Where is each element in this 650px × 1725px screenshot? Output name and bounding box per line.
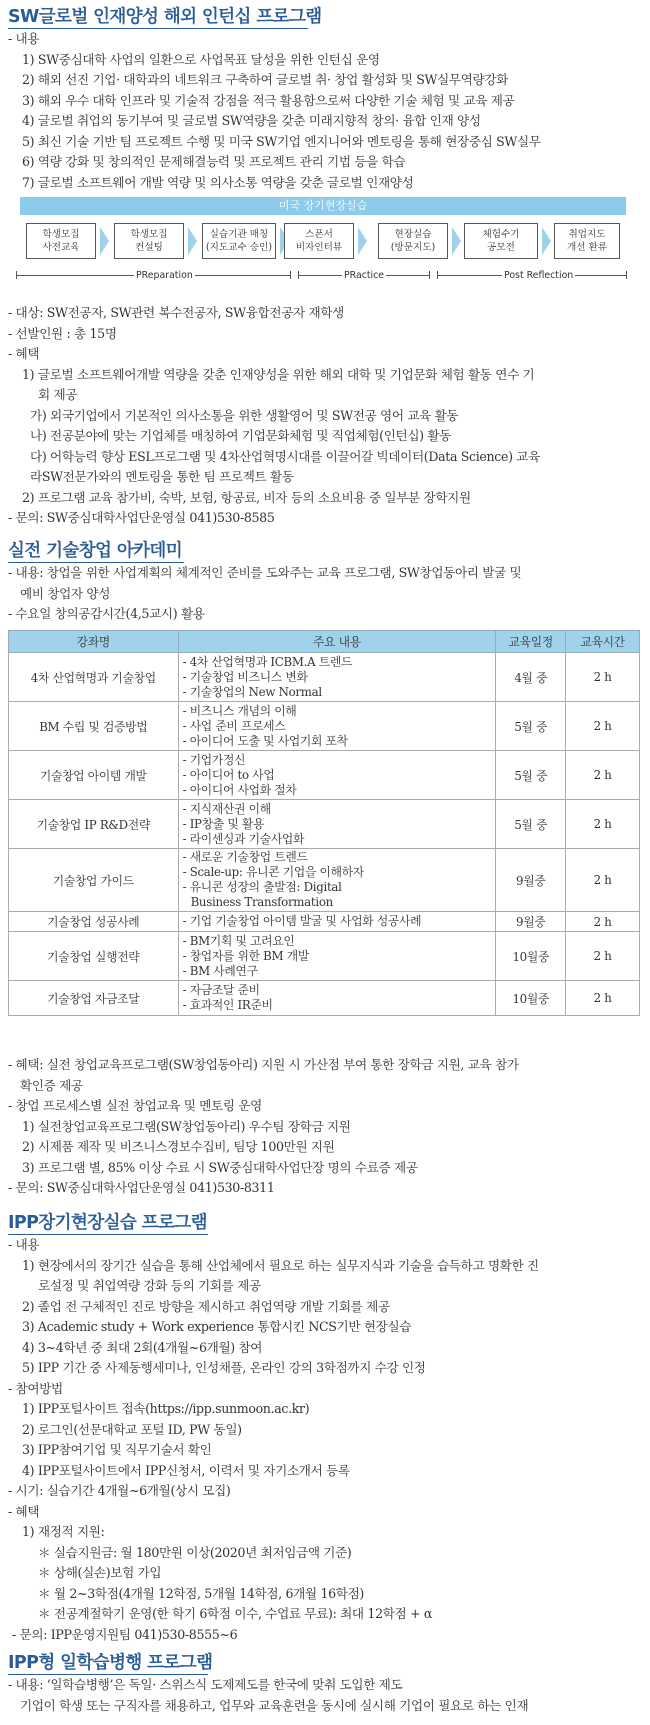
flow-step-text: 비자인터뷰: [295, 242, 343, 253]
course-contents-cell: [178, 849, 496, 912]
content-item: 1) 현장에서의 장기간 실습을 통해 산업체에서 필요로 하는 실무지식과 기술을 습득하고 명확한 진: [22, 1257, 539, 1273]
course-name-cell: 기술창업 실행전략: [9, 932, 179, 981]
info-line: - 선발인원 : 총 15명: [8, 325, 117, 341]
hours-cell: 2 h: [566, 751, 640, 800]
course-content-line: - 라이센싱과 기술사업화: [182, 831, 305, 846]
hours-cell: 2 h: [566, 702, 640, 751]
course-content-line: - 아이디어 도출 및 사업기회 포착: [182, 733, 348, 748]
hours-cell: 2 h: [566, 800, 640, 849]
course-content-line: Business Transformation: [190, 895, 333, 909]
flow-step-label: [296, 228, 342, 254]
benefit-item-continued: 회 제공: [38, 387, 78, 402]
content-item: 1) SW중심대학 사업의 일환으로 사업목표 달성을 위한 인턴십 운영: [22, 51, 380, 67]
course-content-line: - 비즈니스 개념의 이해: [182, 703, 297, 718]
course-content-line: - 아이디어 to 사업: [182, 767, 275, 782]
course-content-line: - BM 사례연구: [182, 963, 258, 978]
course-contents-cell: [178, 702, 496, 751]
flow-arrow-icon: [358, 227, 367, 255]
flow-step-text: 취업지도: [568, 229, 606, 240]
benefit-heading: - 혜택: [8, 1503, 40, 1519]
content-item: 3) 해외 우수 대학 인프라 및 기술적 강점을 적극 활용함으로써 다양한 기술 체험 및 교육 제공: [22, 92, 515, 108]
course-content-line: - 기술창업 비즈니스 변화: [182, 669, 308, 684]
course-name-cell: 기술창업 가이드: [9, 849, 179, 912]
content-item: 5) IPP 기간 중 사제동행세미나, 인성채플, 온라인 강의 3학점까지 수강 인정: [22, 1360, 426, 1375]
column-header: 교육일정: [496, 631, 566, 653]
phase-label-post-reflection: Post Reflection: [504, 270, 574, 281]
section-global-internship: [8, 6, 644, 293]
hours-cell: 2 h: [566, 932, 640, 981]
benefit-subitem: 라SW전문가와의 멘토링을 통한 팀 프로젝트 활동: [30, 469, 294, 484]
content-item: 7) 글로벌 소프트웨어 개발 역량 및 의사소통 역량을 갖춘 글로벌 인재양성: [22, 174, 414, 190]
course-content-line: - 새로운 기술창업 트렌드: [182, 850, 308, 864]
content-item: 5) 최신 기술 기반 팀 프로젝트 수행 및 미국 SW기업 엔지니어와 멘토링을 통해 현장중심 SW실무: [22, 133, 541, 149]
content-item: 4) 글로벌 취업의 동기부여 및 글로벌 SW역량을 갖춘 미래지향적 창의· 융합 인재 양성: [22, 113, 481, 128]
process-line: 3) 프로그램 별, 85% 이상 수료 시 SW중심대학사업단장 명의 수료증 제공: [22, 1159, 418, 1175]
content-item: 3) Academic study + Work experience 통합시킨 NCS기반 현장실습: [22, 1319, 412, 1334]
curriculum-table-wrap: [0, 630, 640, 1016]
content-item-continued: 로설정 및 취업역량 강화 등의 기회를 제공: [38, 1278, 261, 1293]
method-item: 2) 로그인(선문대학교 포털 ID, PW 동일): [22, 1421, 242, 1437]
course-content-line: - 사업 준비 프로세스: [182, 718, 286, 733]
flow-step-box: [464, 223, 538, 259]
content-heading: - 내용: [8, 31, 40, 46]
method-item: 3) IPP참여기업 및 직무기술서 확인: [22, 1442, 212, 1457]
column-header: 주요 내용: [178, 631, 496, 653]
table-row: [9, 653, 640, 702]
course-contents-cell: [178, 800, 496, 849]
flow-step-box: [26, 223, 96, 259]
flow-step-text: 개선 환류: [566, 242, 608, 253]
flow-step-box: [202, 223, 276, 259]
table-row: [9, 912, 640, 932]
table-row: [9, 751, 640, 800]
content-item: 2) 졸업 전 구체적인 진로 방향을 제시하고 취업역량 개발 기회를 제공: [22, 1298, 390, 1314]
course-contents-cell: [178, 653, 496, 702]
schedule-cell: 4월 중: [496, 653, 566, 702]
course-name-cell: 기술창업 IP R&D전략: [9, 800, 179, 849]
content-line: 기업이 학생 또는 구직자를 채용하고, 업무와 교육훈련을 동시에 실시해 기업이 필요로 하는 인재: [20, 1697, 529, 1713]
table-header-row: [9, 631, 640, 653]
flow-step-text: 학생모집: [42, 229, 80, 240]
benefit-subitem: 가) 외국기업에서 기본적인 의사소통을 위한 생활영어 및 SW전공 영어 교육 활동: [30, 407, 459, 423]
phase-label-practice: PRactice: [344, 270, 385, 281]
flow-step-label: [206, 228, 272, 254]
course-name-cell: 4차 산업혁명과 기술창업: [9, 653, 179, 702]
hours-cell: 2 h: [566, 653, 640, 702]
intro-line: - 수요일 창의공감시간(4,5교시) 활용: [8, 606, 205, 621]
schedule-cell: 5월 중: [496, 751, 566, 800]
benefit-subitem: 다) 어학능력 향상 ESL프로그램 및 4차산업혁명시대를 이끌어갈 빅데이터(Data Science) 교육: [30, 448, 540, 464]
program-flow-diagram: [16, 197, 634, 293]
flow-step-text: 학생모집: [130, 229, 168, 240]
flow-step-text: 사전교육: [42, 242, 80, 253]
course-content-line: - 창업자를 위한 BM 개발: [182, 948, 309, 963]
table-row: [9, 800, 640, 849]
flow-step-label: [42, 228, 79, 254]
flow-step-box: [284, 223, 354, 259]
flow-arrow-icon: [100, 227, 109, 255]
intro-line: - 내용: 창업을 위한 사업계획의 체계적인 준비를 도와주는 교육 프로그램, SW창업동아리 발굴 및: [8, 565, 522, 580]
flow-step-text: 체험수기: [482, 229, 520, 240]
process-line: 1) 실전창업교육프로그램(SW창업동아리) 우수팀 장학금 지원: [22, 1118, 351, 1134]
table-row: [9, 702, 640, 751]
method-item: 4) IPP포털사이트에서 IPP신청서, 이력서 및 자기소개서 등록: [22, 1462, 350, 1478]
schedule-cell: 5월 중: [496, 702, 566, 751]
hours-cell: 2 h: [566, 912, 640, 932]
table-row: [9, 849, 640, 912]
schedule-cell: 10월중: [496, 981, 566, 1016]
course-name-cell: 기술창업 성공사례: [9, 912, 179, 932]
course-content-line: - Scale-up: 유니콘 기업을 이해하자: [182, 865, 364, 879]
course-contents-cell: [178, 932, 496, 981]
flow-header: 미국 장기현장실습: [20, 197, 626, 215]
course-content-line: - 기술창업의 New Normal: [182, 684, 322, 699]
course-name-cell: BM 수립 및 검증방법: [9, 702, 179, 751]
flow-step-box: [554, 223, 620, 259]
content-item: 4) 3~4학년 중 최대 2회(4개월~6개월) 참여: [22, 1339, 263, 1355]
content-item: 2) 해외 선진 기업· 대학과의 네트워크 구축하여 글로벌 취· 창업 활성화 및 SW실무역량강화: [22, 72, 508, 87]
flow-step-text: 공모전: [487, 242, 515, 253]
flow-step-text: 현장실습: [394, 229, 432, 240]
content-item: 6) 역량 강화 및 창의적인 문제해결능력 및 프로젝트 관리 기법 등을 학습: [22, 154, 406, 169]
benefit-subitem: 나) 전공분야에 맞는 기업체를 매칭하여 기업문화체험 및 직업체험(인턴십) 활동: [30, 428, 452, 443]
flow-step-text: 컨설팅: [135, 242, 163, 253]
course-name-cell: 기술창업 아이템 개발: [9, 751, 179, 800]
phase-label-preparation: PReparation: [136, 270, 193, 281]
flow-step-label: [130, 228, 167, 254]
intro-line-continued: 예비 창업자 양성: [20, 585, 111, 601]
inquiry-line: - 문의: IPP운영지원팀 041)530-8555~6: [12, 1626, 238, 1642]
flow-arrow-icon: [188, 227, 197, 255]
hours-cell: 2 h: [566, 849, 640, 912]
flow-step-box: [114, 223, 184, 259]
schedule-cell: 10월중: [496, 932, 566, 981]
section-startup-details: [8, 1055, 644, 1199]
schedule-cell: 5월 중: [496, 800, 566, 849]
method-heading: - 참여방법: [8, 1380, 63, 1396]
process-line: 2) 시제품 제작 및 비즈니스경보수집비, 팀당 100만원 지원: [22, 1139, 335, 1154]
curriculum-table: [8, 630, 640, 1016]
section-ipp-work-study: [8, 1652, 644, 1716]
course-content-line: - 지식재산권 이해: [182, 801, 271, 816]
course-content-line: - BM기획 및 고려요인: [182, 933, 295, 948]
flow-step-text: 실습기관 매칭: [209, 229, 269, 240]
benefit-subitem: ＊ 월 2~3학점(4개월 12학점, 5개월 14학점, 6개월 16학점): [38, 1585, 364, 1601]
course-content-line: - 기업가정신: [182, 752, 246, 767]
benefit-subitem: ＊ 전공계절학기 운영(한 학기 6학점 이수, 수업료 무료): 최대 12학점 + α: [38, 1606, 433, 1621]
inquiry-line: - 문의: SW중심대학사업단운영실 041)530-8311: [8, 1180, 275, 1195]
course-content-line: - 유니콘 성장의 출발점: Digital: [182, 880, 342, 894]
benefit-line-continued: 확인증 제공: [20, 1077, 83, 1093]
section-title: SW글로벌 인재양성 해외 인턴십 프로그램: [8, 7, 322, 27]
benefit-subitem: ＊ 상해(실손)보험 가입: [38, 1565, 162, 1580]
course-contents-cell: [178, 981, 496, 1016]
content-list: [8, 50, 644, 194]
section-title: 실전 기술창업 아카데미: [8, 541, 183, 561]
info-line: - 혜택: [8, 346, 40, 361]
section-title: IPP형 일학습병행 프로그램: [8, 1653, 213, 1673]
section-ipp-field-training: [8, 1212, 644, 1645]
process-line: - 창업 프로세스별 실전 창업교육 및 멘토링 운영: [8, 1098, 262, 1113]
flow-step-text: (지도교수 승인): [205, 242, 273, 253]
section-title: IPP장기현장실습 프로그램: [8, 1213, 207, 1233]
flow-step-label: [391, 228, 436, 254]
benefit-item: 1) 글로벌 소프트웨어개발 역량을 갖춘 인재양성을 위한 해외 대학 및 기업문화 체험 활동 연수 기: [22, 366, 535, 382]
method-item: 1) IPP포털사이트 접속(https://ipp.sunmoon.ac.kr): [22, 1401, 310, 1416]
flow-step-label: [567, 228, 607, 254]
column-header: 교육시간: [566, 631, 640, 653]
flow-step-label: [482, 228, 519, 254]
flow-arrow-icon: [452, 227, 461, 255]
table-row: [9, 932, 640, 981]
benefit-subitem: ＊ 실습지원금: 월 180만원 이상(2020년 최저임금액 기준): [38, 1544, 352, 1560]
column-header: 강좌명: [9, 631, 179, 653]
benefit-item: 2) 프로그램 교육 참가비, 숙박, 보험, 항공료, 비자 등의 소요비용 중 일부분 장학지원: [22, 489, 471, 505]
course-content-line: - 4차 산업혁명과 ICBM.A 트렌드: [182, 654, 353, 669]
hours-cell: 2 h: [566, 981, 640, 1016]
section-startup-academy: [8, 540, 644, 625]
course-name-cell: 기술창업 자금조달: [9, 981, 179, 1016]
schedule-cell: 9월중: [496, 912, 566, 932]
benefit-item: 1) 재정적 지원:: [22, 1524, 105, 1539]
section-global-details: [8, 303, 644, 529]
inquiry-line: - 문의: SW중심대학사업단운영실 041)530-8585: [8, 510, 275, 525]
content-heading: - 내용: [8, 1237, 40, 1252]
period-line: - 시기: 실습기간 4개월~6개월(상시 모집): [8, 1483, 231, 1498]
course-content-line: - 기업 기술창업 아이템 발굴 및 사업화 성공사례: [182, 914, 422, 928]
course-contents-cell: [178, 751, 496, 800]
course-content-line: - 자금조달 준비: [182, 983, 260, 997]
flow-step-box: [378, 223, 448, 259]
flow-step-text: (방문지도): [390, 242, 436, 253]
schedule-cell: 9월중: [496, 849, 566, 912]
flow-step-text: 스폰서: [305, 229, 333, 240]
benefit-line: - 혜택: 실전 창업교육프로그램(SW창업동아리) 지원 시 가산점 부여 통한 장학금 지원, 교육 참가: [8, 1057, 519, 1072]
content-line: - 내용: ‘일학습병행’은 독일· 스위스식 도제제도를 한국에 맞춰 도입한 제도: [8, 1677, 403, 1692]
table-row: [9, 981, 640, 1016]
course-content-line: - IP창출 및 활용: [182, 816, 265, 831]
course-content-line: - 효과적인 IR준비: [182, 998, 273, 1012]
course-contents-cell: [178, 912, 496, 932]
flow-arrow-icon: [542, 227, 551, 255]
info-line: - 대상: SW전공자, SW관련 복수전공자, SW융합전공자 재학생: [8, 305, 344, 320]
course-content-line: - 아이디어 사업화 절차: [182, 782, 297, 797]
